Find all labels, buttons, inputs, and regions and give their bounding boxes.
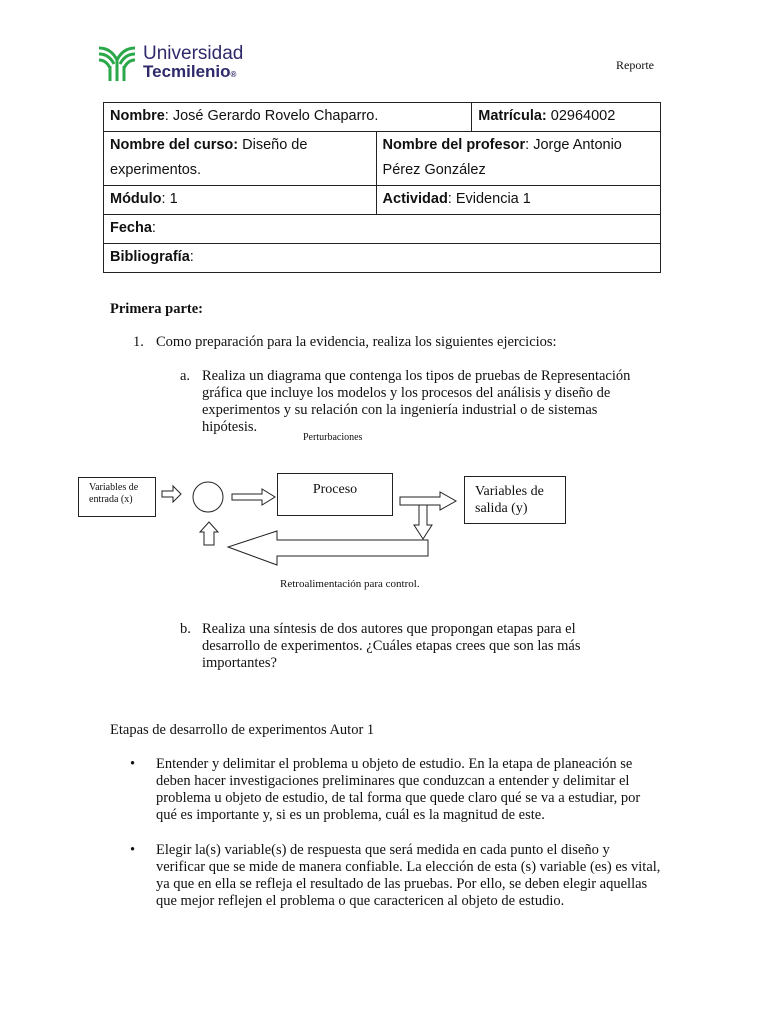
arrow-down-icon — [414, 505, 432, 539]
list-letter: b. — [180, 621, 191, 637]
feedback-arrow-icon — [228, 531, 428, 565]
arrow-right-icon — [400, 492, 456, 510]
student-id-cell: Matrícula: 02964002 — [472, 103, 661, 132]
arrow-right-icon — [162, 486, 181, 502]
list-item: Elegir la(s) variable(s) de respuesta que será medida en cada punto el diseño y verificar que se mide de manera confiable. La elección de esta (s) variable (es) es vital, ya que en ella se refleja el resultado de las pruebas. Por ello, se deben elegir aquellas que mejor reflejen el problema o que caractericen al objeto de estudio. — [156, 842, 661, 909]
course-cell: Nombre del curso: Diseño de experimentos. — [104, 132, 377, 186]
exercise-instruction: Como preparación para la evidencia, realiza los siguientes ejercicios: — [156, 334, 557, 350]
activity-cell: Actividad: Evidencia 1 — [376, 186, 660, 215]
module-cell: Módulo: 1 — [104, 186, 377, 215]
disturbances-label: Perturbaciones — [303, 432, 363, 443]
logo-line2: Tecmilenio® — [143, 62, 237, 81]
input-variables-box: Variables de entrada (x) — [78, 477, 156, 517]
professor-cell: Nombre del profesor: Jorge Antonio Pérez González — [376, 132, 660, 186]
bibliography-cell: Bibliografía: — [104, 244, 661, 273]
feedback-label: Retroalimentación para control. — [280, 578, 420, 590]
exercise-a-text: Realiza un diagrama que contenga los tipos de pruebas de Representación gráfica que incluye los modelos y los procesos del análisis y diseño de experimentos y su relación con la ingeniería industrial o de sistemas hipótesis. — [202, 368, 631, 435]
name-cell: Nombre: José Gerardo Rovelo Chaparro. — [104, 103, 472, 132]
document-type-label: Reporte — [616, 58, 654, 72]
process-box: Proceso — [277, 473, 393, 516]
section-title: Primera parte: — [110, 301, 203, 317]
logo-line1: Universidad — [143, 43, 244, 64]
date-cell: Fecha: — [104, 215, 661, 244]
list-letter: a. — [180, 368, 191, 384]
summing-junction-icon — [193, 482, 223, 512]
bullet-icon: • — [130, 842, 136, 858]
list-item: Entender y delimitar el problema u objeto de estudio. En la etapa de planeación se deben hacer investigaciones preliminares que conduzcan a entender y delimitar el problema u objeto de estudio, de tal forma que quede claro qué se va a estudiar, por qué es importante y, si es un problema, cuál es la magnitud de este. — [156, 756, 641, 823]
output-variables-box: Variables de salida (y) — [464, 476, 566, 524]
stages-heading: Etapas de desarrollo de experimentos Autor 1 — [110, 722, 375, 738]
bullet-icon: • — [130, 756, 136, 772]
exercise-b-text: Realiza una síntesis de dos autores que propongan etapas para el desarrollo de experimentos. ¿Cuáles etapas crees que son las más importantes? — [202, 621, 581, 671]
list-number: 1. — [133, 334, 144, 350]
arrow-right-icon — [232, 489, 275, 505]
arrow-up-icon — [200, 522, 218, 545]
